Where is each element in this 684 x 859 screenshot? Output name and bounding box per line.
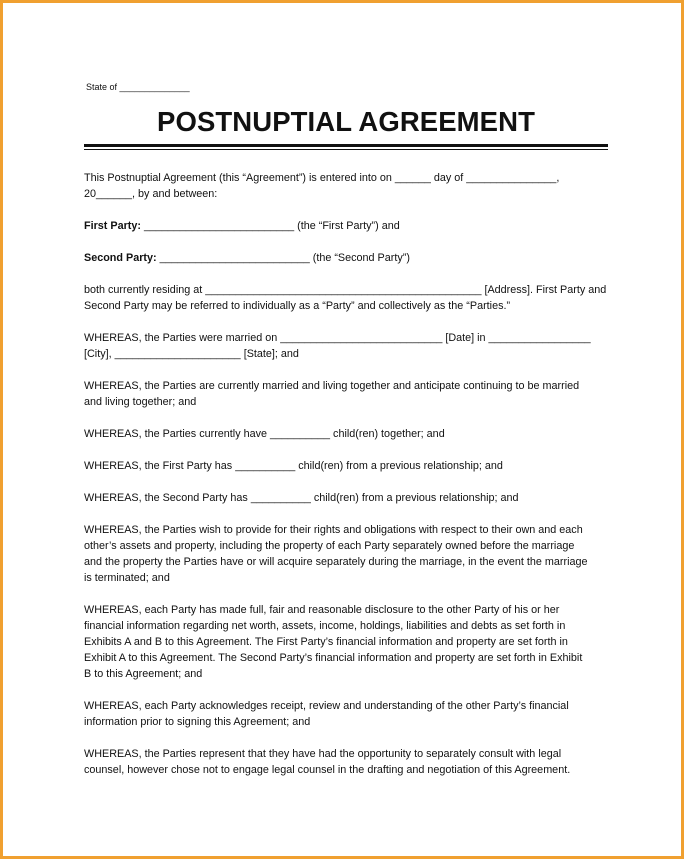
paragraph-line: WHEREAS, the Parties currently have __________ child(ren) together; and: [84, 428, 445, 440]
paragraph-line: financial information regarding net worth, assets, income, holdings, liabilities and debts as set forth in: [84, 620, 566, 632]
intro-paragraph: [84, 170, 608, 202]
paragraph-line: WHEREAS, the Second Party has __________ child(ren) from a previous relationship; and: [84, 492, 519, 504]
whereas-children-together-paragraph: [84, 426, 608, 442]
intro-line: 20______, by and between:: [84, 188, 218, 200]
paragraph-line: and the property the Parties have or will acquire separately during the marriage, in the event the marriage: [84, 556, 588, 568]
whereas-acknowledgment-paragraph: [84, 698, 608, 730]
paragraph-line: WHEREAS, the Parties represent that they have had the opportunity to separately consult with legal: [84, 748, 562, 760]
paragraph-line: both currently residing at ______________________________________________ [Address]. First Party and: [84, 284, 607, 296]
first-party-line: [84, 218, 608, 234]
first-party-blank: _________________________ (the “First Party”) and: [141, 220, 400, 232]
whereas-disclosure-paragraph: [84, 602, 608, 682]
title-rule-thick: [84, 144, 608, 147]
document-title: POSTNUPTIAL AGREEMENT: [157, 106, 535, 137]
whereas-first-party-children-paragraph: [84, 458, 608, 474]
paragraph-line: [City], _____________________ [State]; and: [84, 348, 299, 360]
paragraph-line: B to this Agreement; and: [84, 668, 203, 680]
paragraph-line: counsel, however chose not to engage legal counsel in the drafting and negotiation of this Agreement.: [84, 764, 571, 776]
residence-paragraph: [84, 282, 608, 314]
paragraph-line: WHEREAS, the Parties are currently married and living together and anticipate continuing to be married: [84, 380, 580, 392]
paragraph-line: is terminated; and: [84, 572, 170, 584]
paragraph-line: WHEREAS, each Party has made full, fair and reasonable disclosure to the other Party of his or her: [84, 604, 560, 616]
first-party-label: First Party:: [84, 220, 141, 232]
paragraph-line: Exhibit A to this Agreement. The Second Party’s financial information and property are set forth in Exhibit: [84, 652, 583, 664]
paragraph-line: WHEREAS, the Parties wish to provide for their rights and obligations with respect to their own and each: [84, 524, 583, 536]
intro-line: This Postnuptial Agreement (this “Agreement”) is entered into on ______ day of _______________,: [84, 172, 560, 184]
whereas-legal-counsel-paragraph: [84, 746, 608, 778]
whereas-married-paragraph: [84, 330, 608, 362]
title-rule-thin: [84, 149, 608, 150]
paragraph-line: Exhibits A and B to this Agreement. The First Party’s financial information and property are set forth in: [84, 636, 568, 648]
whereas-living-together-paragraph: [84, 378, 608, 410]
paragraph-line: Second Party may be referred to individually as a “Party” and collectively as the “Parties.”: [84, 300, 511, 312]
second-party-label: Second Party:: [84, 252, 157, 264]
second-party-line: [84, 250, 608, 266]
paragraph-line: information prior to signing this Agreement; and: [84, 716, 311, 728]
state-of-line: State of ______________: [86, 82, 190, 92]
whereas-rights-paragraph: [84, 522, 608, 586]
paragraph-line: other’s assets and property, including the property of each Party separately owned before the marriage: [84, 540, 575, 552]
paragraph-line: and living together; and: [84, 396, 197, 408]
whereas-second-party-children-paragraph: [84, 490, 608, 506]
paragraph-line: WHEREAS, each Party acknowledges receipt, review and understanding of the other Party’s financial: [84, 700, 569, 712]
paragraph-line: WHEREAS, the Parties were married on ___________________________ [Date] in _________________: [84, 332, 591, 344]
second-party-blank: _________________________ (the “Second Party”): [156, 252, 410, 264]
paragraph-line: WHEREAS, the First Party has __________ child(ren) from a previous relationship; and: [84, 460, 503, 472]
